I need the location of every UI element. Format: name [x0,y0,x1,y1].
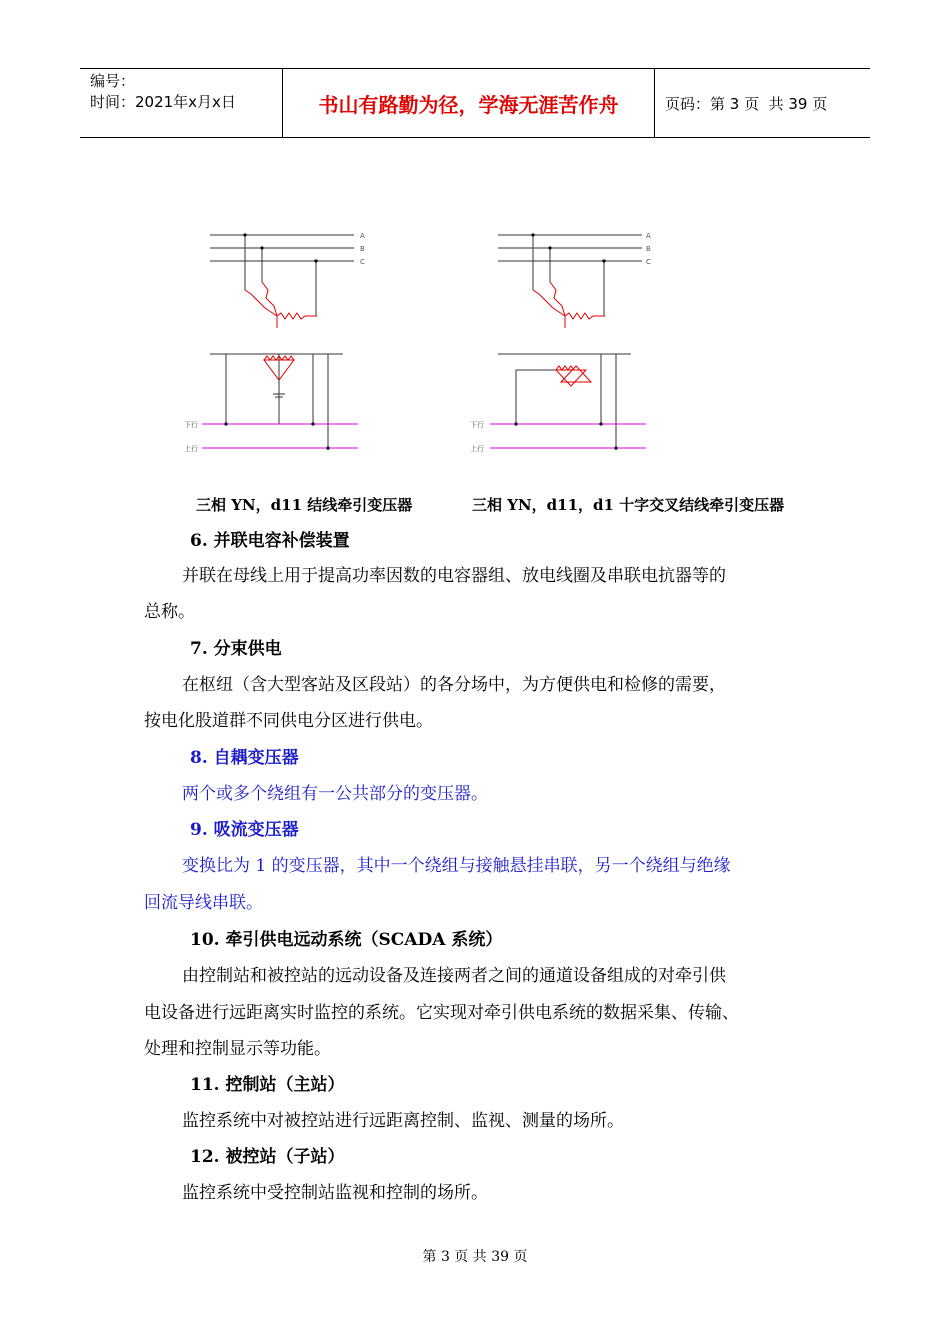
phase-label-b: B [360,245,365,253]
para-line: 在枢纽（含大型客站及区段站）的各分场中，为方便供电和检修的需要， [182,675,726,695]
para-line: 总称。 [144,602,195,622]
header-page-info-text: 页码：第 3 页 共 39 页 [665,94,828,113]
header-number: 编号： [90,72,136,90]
para-line: 电设备进行远距离实时监控的系统。它实现对牵引供电系统的数据采集、传输、 [144,1003,739,1023]
header-motto: 书山有路勤为径，学海无涯苦作舟 [283,69,655,137]
para-line: 监控系统中受控制站监视和控制的场所。 [182,1183,488,1203]
para-line: 回流导线串联。 [144,893,263,913]
phase-label-a: A [360,232,365,240]
para-line: 由控制站和被控站的远动设备及连接两者之间的通道设备组成的对牵引供 [182,966,726,986]
figure-caption-right: 三相 YN，d11，d1 十字交叉结线牵引变压器 [472,496,785,514]
header-page-info [655,69,870,137]
header-time: 时间：2021年x月x日 [90,93,236,111]
heading-7: 7. 分束供电 [190,639,282,659]
figure-yn-d11-diagram [178,224,368,460]
header-meta [80,69,283,137]
para-line: 监控系统中对被控站进行远距离控制、监视、测量的场所。 [182,1111,624,1131]
track-label-down: 下行 [184,421,198,429]
para-line: 并联在母线上用于提高功率因数的电容器组、放电线圈及串联电抗器等的 [182,566,726,586]
track-label-up: 上行 [184,445,198,453]
heading-9: 9. 吸流变压器 [190,820,299,840]
phase-label-c: C [646,258,651,266]
page-footer: 第 3 页 共 39 页 [422,1249,528,1265]
heading-11: 11. 控制站（主站） [190,1075,345,1095]
phase-label-b: B [646,245,651,253]
para-line: 处理和控制显示等功能。 [144,1039,331,1059]
para-line: 变换比为 1 的变压器，其中一个绕组与接触悬挂串联，另一个绕组与绝缘 [182,856,731,876]
heading-10: 10. 牵引供电远动系统（SCADA 系统） [190,930,503,950]
heading-8: 8. 自耦变压器 [190,748,299,768]
phase-label-c: C [360,258,365,266]
page-header [80,68,870,138]
track-label-down: 下行 [470,421,484,429]
heading-12: 12. 被控站（子站） [190,1147,345,1167]
track-label-up: 上行 [470,445,484,453]
figure-yn-d11-d1-diagram [466,224,666,460]
figure-caption-left: 三相 YN，d11 结线牵引变压器 [196,496,413,514]
phase-label-a: A [646,232,651,240]
para-line: 按电化股道群不同供电分区进行供电。 [144,711,433,731]
para-line: 两个或多个绕组有一公共部分的变压器。 [182,784,488,804]
heading-6: 6. 并联电容补偿装置 [190,531,350,551]
